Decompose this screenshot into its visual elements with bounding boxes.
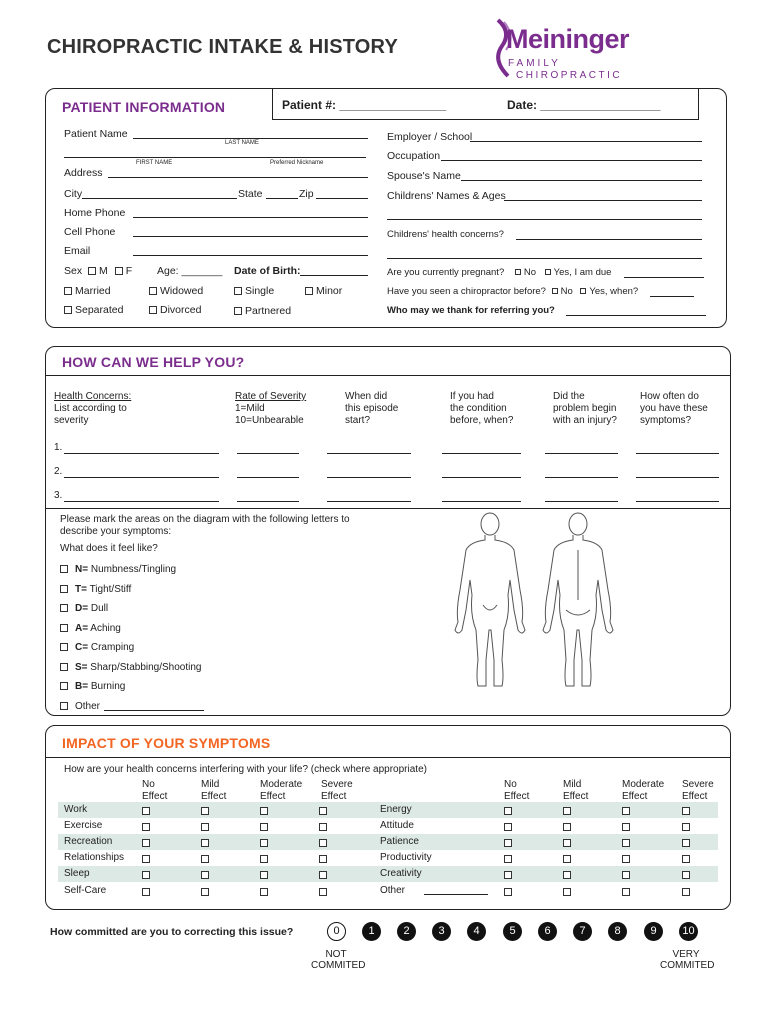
address-input[interactable] (108, 177, 368, 178)
label-f: F (125, 265, 133, 277)
symptom-t-checkbox[interactable] (60, 585, 68, 593)
impact-row-label-left: Sleep (64, 868, 90, 879)
impact-checkbox[interactable] (260, 871, 268, 879)
due-date-input[interactable] (624, 277, 704, 278)
impact-row-label-right: Productivity (380, 852, 432, 863)
label-children: Childrens' Names & Ages (387, 190, 506, 202)
label-email: Email (64, 245, 91, 257)
concern-row-2-label: 2. (54, 466, 63, 477)
impact-checkbox[interactable] (260, 888, 268, 896)
label-minor: Minor (316, 285, 343, 297)
impact-checkbox[interactable] (504, 888, 512, 896)
concern-1-often[interactable] (636, 453, 719, 454)
first-name-caption: FIRST NAME (136, 160, 173, 166)
children-input-2[interactable] (387, 219, 702, 220)
concern-2-before[interactable] (442, 477, 521, 478)
help-title: HOW CAN WE HELP YOU? (62, 354, 245, 370)
col-how-often: How often do you have these symptoms? (640, 391, 708, 426)
commitment-option-0[interactable]: 0 (327, 922, 346, 941)
impact-checkbox[interactable] (504, 855, 512, 863)
label-pregnant-no: No (523, 267, 537, 278)
impact-row-label-right: Energy (380, 804, 412, 815)
label-state: State (238, 188, 263, 200)
impact-checkbox[interactable] (142, 823, 150, 831)
impact-col-moderate-right: Moderate Effect (622, 779, 665, 802)
occupation-input[interactable] (441, 160, 702, 161)
impact-checkbox[interactable] (201, 888, 209, 896)
impact-checkbox[interactable] (682, 839, 690, 847)
label-city: City (64, 188, 83, 200)
seen-yes-checkbox[interactable] (580, 288, 586, 294)
dob-input[interactable] (300, 275, 368, 276)
date-field[interactable]: Date: __________________ (507, 98, 661, 112)
children-health-input[interactable] (516, 239, 702, 240)
concern-3-severity[interactable] (237, 501, 299, 502)
referral-input[interactable] (566, 315, 706, 316)
impact-other-input[interactable] (424, 894, 488, 895)
impact-col-no-left: No Effect (142, 779, 168, 802)
label-seen-before: Have you seen a chiropractor before? (387, 286, 546, 297)
concern-3-before[interactable] (442, 501, 521, 502)
impact-checkbox[interactable] (201, 823, 209, 831)
impact-checkbox[interactable] (622, 823, 630, 831)
symptom-b-checkbox[interactable] (60, 682, 68, 690)
commitment-option-8[interactable]: 8 (608, 922, 627, 941)
symptom-n-checkbox[interactable] (60, 565, 68, 573)
impact-checkbox[interactable] (319, 807, 327, 815)
spouse-input[interactable] (461, 180, 702, 181)
label-employer: Employer / School (387, 131, 473, 143)
first-name-input[interactable] (64, 157, 366, 158)
commitment-option-1[interactable]: 1 (362, 922, 381, 941)
commitment-option-5[interactable]: 5 (503, 922, 522, 941)
impact-checkbox[interactable] (682, 807, 690, 815)
impact-col-severe-left: Severe Effect (321, 779, 353, 802)
impact-checkbox[interactable] (504, 839, 512, 847)
impact-checkbox[interactable] (563, 888, 571, 896)
impact-checkbox[interactable] (622, 855, 630, 863)
impact-checkbox[interactable] (201, 871, 209, 879)
concern-2-injury[interactable] (545, 477, 618, 478)
impact-checkbox[interactable] (563, 855, 571, 863)
impact-col-mild-right: Mild Effect (563, 779, 589, 802)
not-committed-label: NOT COMMITED (311, 949, 366, 971)
label-cell-phone: Cell Phone (64, 226, 116, 238)
pregnant-yes-checkbox[interactable] (545, 269, 551, 275)
body-front-diagram[interactable] (452, 510, 532, 690)
impact-checkbox[interactable] (563, 871, 571, 879)
impact-checkbox[interactable] (622, 888, 630, 896)
impact-checkbox[interactable] (622, 807, 630, 815)
impact-checkbox[interactable] (563, 839, 571, 847)
impact-row-label-right: Creativity (380, 868, 422, 879)
label-zip: Zip (299, 188, 314, 200)
label-seen-yes: Yes, when? (589, 286, 639, 297)
impact-checkbox[interactable] (682, 855, 690, 863)
label-widowed: Widowed (160, 285, 204, 297)
impact-checkbox[interactable] (504, 871, 512, 879)
impact-row-label-right: Attitude (380, 820, 414, 831)
commitment-option-4[interactable]: 4 (467, 922, 486, 941)
concern-2-often[interactable] (636, 477, 719, 478)
seen-no-checkbox[interactable] (552, 288, 558, 294)
concern-1-severity[interactable] (237, 453, 299, 454)
impact-col-mild-left: Mild Effect (201, 779, 227, 802)
concern-row-1-label: 1. (54, 442, 63, 453)
symptom-c-checkbox[interactable] (60, 643, 68, 651)
impact-checkbox[interactable] (201, 855, 209, 863)
label-referral: Who may we thank for referring you? (387, 305, 555, 316)
married-checkbox[interactable] (64, 287, 72, 295)
impact-col-severe-right: Severe Effect (682, 779, 714, 802)
concern-3-often[interactable] (636, 501, 719, 502)
partnered-checkbox[interactable] (234, 307, 242, 315)
email-input[interactable] (133, 255, 368, 256)
label-separated: Separated (75, 304, 124, 316)
last-name-input[interactable] (133, 138, 368, 139)
children-health-input-2[interactable] (387, 258, 702, 259)
symptom-other-checkbox[interactable] (60, 702, 68, 710)
col-health-concerns: Health Concerns: List according to severity (54, 391, 132, 426)
employer-input[interactable] (470, 141, 702, 142)
logo (494, 18, 654, 82)
impact-checkbox[interactable] (201, 807, 209, 815)
impact-checkbox[interactable] (682, 871, 690, 879)
symptom-list: N= Numbness/Tingling T= Tight/Stiff D= Dull A= Aching C= Cramping S= Sharp/Stabbing/Shooting B= Burning Other (60, 564, 202, 720)
concern-2-start[interactable] (327, 477, 411, 478)
impact-col-no-right: No Effect (504, 779, 530, 802)
concern-1-start[interactable] (327, 453, 411, 454)
concern-3-injury[interactable] (545, 501, 618, 502)
label-m: M (99, 265, 108, 277)
commitment-question: How committed are you to correcting this issue? (50, 926, 294, 938)
impact-checkbox[interactable] (142, 888, 150, 896)
impact-checkbox[interactable] (319, 871, 327, 879)
state-input[interactable] (266, 198, 298, 199)
impact-checkbox[interactable] (504, 823, 512, 831)
impact-checkbox[interactable] (260, 807, 268, 815)
label-occupation: Occupation (387, 150, 441, 162)
logo-main-text: Meininger (506, 24, 630, 54)
commitment-option-3[interactable]: 3 (432, 922, 451, 941)
label-patient-name: Patient Name (64, 128, 128, 140)
impact-checkbox[interactable] (319, 888, 327, 896)
sex-m-checkbox[interactable] (88, 267, 96, 275)
concern-3-input[interactable] (64, 501, 219, 502)
concern-3-start[interactable] (327, 501, 411, 502)
label-children-health: Childrens' health concerns? (387, 229, 504, 240)
symptom-other-input[interactable] (104, 710, 204, 711)
commitment-option-10[interactable]: 10 (679, 922, 698, 941)
impact-checkbox[interactable] (319, 839, 327, 847)
label-pregnant-yes: Yes, I am due (553, 267, 612, 278)
impact-checkbox[interactable] (201, 839, 209, 847)
impact-row-label-right: Other (380, 885, 406, 896)
impact-row-label-left: Relationships (64, 852, 125, 863)
impact-checkbox[interactable] (682, 888, 690, 896)
very-committed-label: VERY COMMITED (660, 949, 715, 971)
impact-checkbox[interactable] (622, 871, 630, 879)
impact-checkbox[interactable] (142, 839, 150, 847)
label-divorced: Divorced (160, 304, 202, 316)
divorced-checkbox[interactable] (149, 306, 157, 314)
impact-checkbox[interactable] (319, 855, 327, 863)
impact-row-label-left: Self-Care (64, 885, 107, 896)
separated-checkbox[interactable] (64, 306, 72, 314)
symptom-d-checkbox[interactable] (60, 604, 68, 612)
zip-input[interactable] (316, 198, 368, 199)
concern-1-before[interactable] (442, 453, 521, 454)
impact-checkbox[interactable] (142, 807, 150, 815)
cell-phone-input[interactable] (133, 236, 368, 237)
label-partnered: Partnered (245, 305, 292, 317)
widowed-checkbox[interactable] (149, 287, 157, 295)
impact-checkbox[interactable] (563, 823, 571, 831)
impact-checkbox[interactable] (682, 823, 690, 831)
body-back-diagram[interactable] (538, 510, 618, 690)
impact-checkbox[interactable] (260, 855, 268, 863)
impact-checkbox[interactable] (622, 839, 630, 847)
label-home-phone: Home Phone (64, 207, 126, 219)
logo-sub-family: FAMILY (508, 58, 561, 69)
impact-row-label-left: Exercise (64, 820, 103, 831)
commitment-option-2[interactable]: 2 (397, 922, 416, 941)
symptom-a-checkbox[interactable] (60, 624, 68, 632)
label-dob: Date of Birth: (234, 265, 301, 277)
label-pregnant: Are you currently pregnant? (387, 267, 505, 278)
impact-question: How are your health concerns interfering with your life? (check where appropriate) (64, 764, 427, 775)
impact-row-label-left: Recreation (64, 836, 113, 847)
seen-when-input[interactable] (650, 296, 694, 297)
children-input[interactable] (504, 200, 702, 201)
impact-checkbox[interactable] (319, 823, 327, 831)
pregnant-no-checkbox[interactable] (515, 269, 521, 275)
concern-row-3-label: 3. (54, 490, 63, 501)
commitment-option-9[interactable]: 9 (644, 922, 663, 941)
nickname-caption: Preferred Nickname (270, 160, 324, 166)
impact-checkbox[interactable] (260, 839, 268, 847)
impact-row-label-left: Work (64, 804, 88, 815)
commitment-option-7[interactable]: 7 (573, 922, 592, 941)
concern-2-severity[interactable] (237, 477, 299, 478)
minor-checkbox[interactable] (305, 287, 313, 295)
impact-row-label-right: Patience (380, 836, 419, 847)
col-severity: Rate of Severity 1=Mild 10=Unbearable (235, 391, 307, 426)
single-checkbox[interactable] (234, 287, 242, 295)
sex-f-checkbox[interactable] (115, 267, 123, 275)
symptom-s-checkbox[interactable] (60, 663, 68, 671)
diagram-instructions: Please mark the areas on the diagram with the following letters to describe your symptoms: (60, 514, 350, 537)
impact-checkbox[interactable] (142, 871, 150, 879)
last-name-caption: LAST NAME (225, 140, 259, 146)
patient-number-field[interactable]: Patient #: ________________ (282, 98, 447, 112)
impact-col-moderate-left: Moderate Effect (260, 779, 303, 802)
label-spouse: Spouse's Name (387, 170, 461, 182)
label-married: Married (75, 285, 111, 297)
age-field[interactable]: Age: _______ (157, 265, 223, 277)
city-input[interactable] (82, 198, 237, 199)
concern-1-injury[interactable] (545, 453, 618, 454)
impact-checkbox[interactable] (260, 823, 268, 831)
impact-checkbox[interactable] (563, 807, 571, 815)
col-episode-start: When did this episode start? (345, 391, 399, 426)
home-phone-input[interactable] (133, 217, 368, 218)
label-address: Address (64, 167, 103, 179)
col-injury: Did the problem begin with an injury? (553, 391, 617, 426)
label-sex: Sex (64, 265, 83, 277)
commitment-option-6[interactable]: 6 (538, 922, 557, 941)
impact-checkbox[interactable] (504, 807, 512, 815)
feel-question: What does it feel like? (60, 543, 158, 554)
page-title: CHIROPRACTIC INTAKE & HISTORY (47, 36, 398, 58)
logo-sub-chiro: CHIROPRACTIC (516, 70, 623, 81)
concern-1-input[interactable] (64, 453, 219, 454)
col-before-when: If you had the condition before, when? (450, 391, 514, 426)
impact-checkbox[interactable] (142, 855, 150, 863)
label-seen-no: No (560, 286, 573, 297)
patient-info-title: PATIENT INFORMATION (62, 99, 226, 115)
label-single: Single (245, 285, 275, 297)
concern-2-input[interactable] (64, 477, 219, 478)
impact-title: IMPACT OF YOUR SYMPTOMS (62, 735, 271, 751)
